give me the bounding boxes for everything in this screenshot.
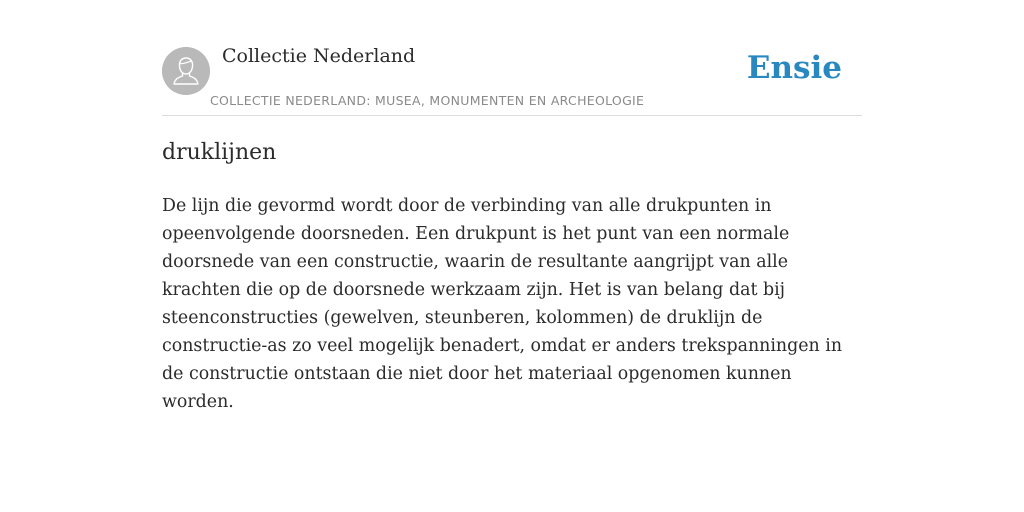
brand-logo[interactable]: Ensie [746,50,842,86]
user-icon [162,47,210,95]
author-name[interactable]: Collectie Nederland [222,45,416,67]
entry-title: druklijnen [162,140,277,165]
entry-card [162,40,862,412]
avatar[interactable] [162,47,210,95]
entry-header [162,40,862,116]
entry-body: De lijn die gevormd wordt door de verbinding van alle drukpunten in opeenvolgende doorsneden. Een drukpunt is het punt van een normale doorsnede van een constructie, waarin de resultante aangrijpt van alle krachten die op de doorsnede werkzaam zijn. Het is van belang dat bij steenconstructies (gewelven, steunberen, kolommen) de druklijn de constructie-as zo veel mogelijk benadert, omdat er anders trekspanningen in de constructie ontstaan die niet door het materiaal opgenomen kunnen worden. [162,196,843,412]
source-subtitle[interactable]: COLLECTIE NEDERLAND: MUSEA, MONUMENTEN EN ARCHEOLOGIE [210,93,645,108]
